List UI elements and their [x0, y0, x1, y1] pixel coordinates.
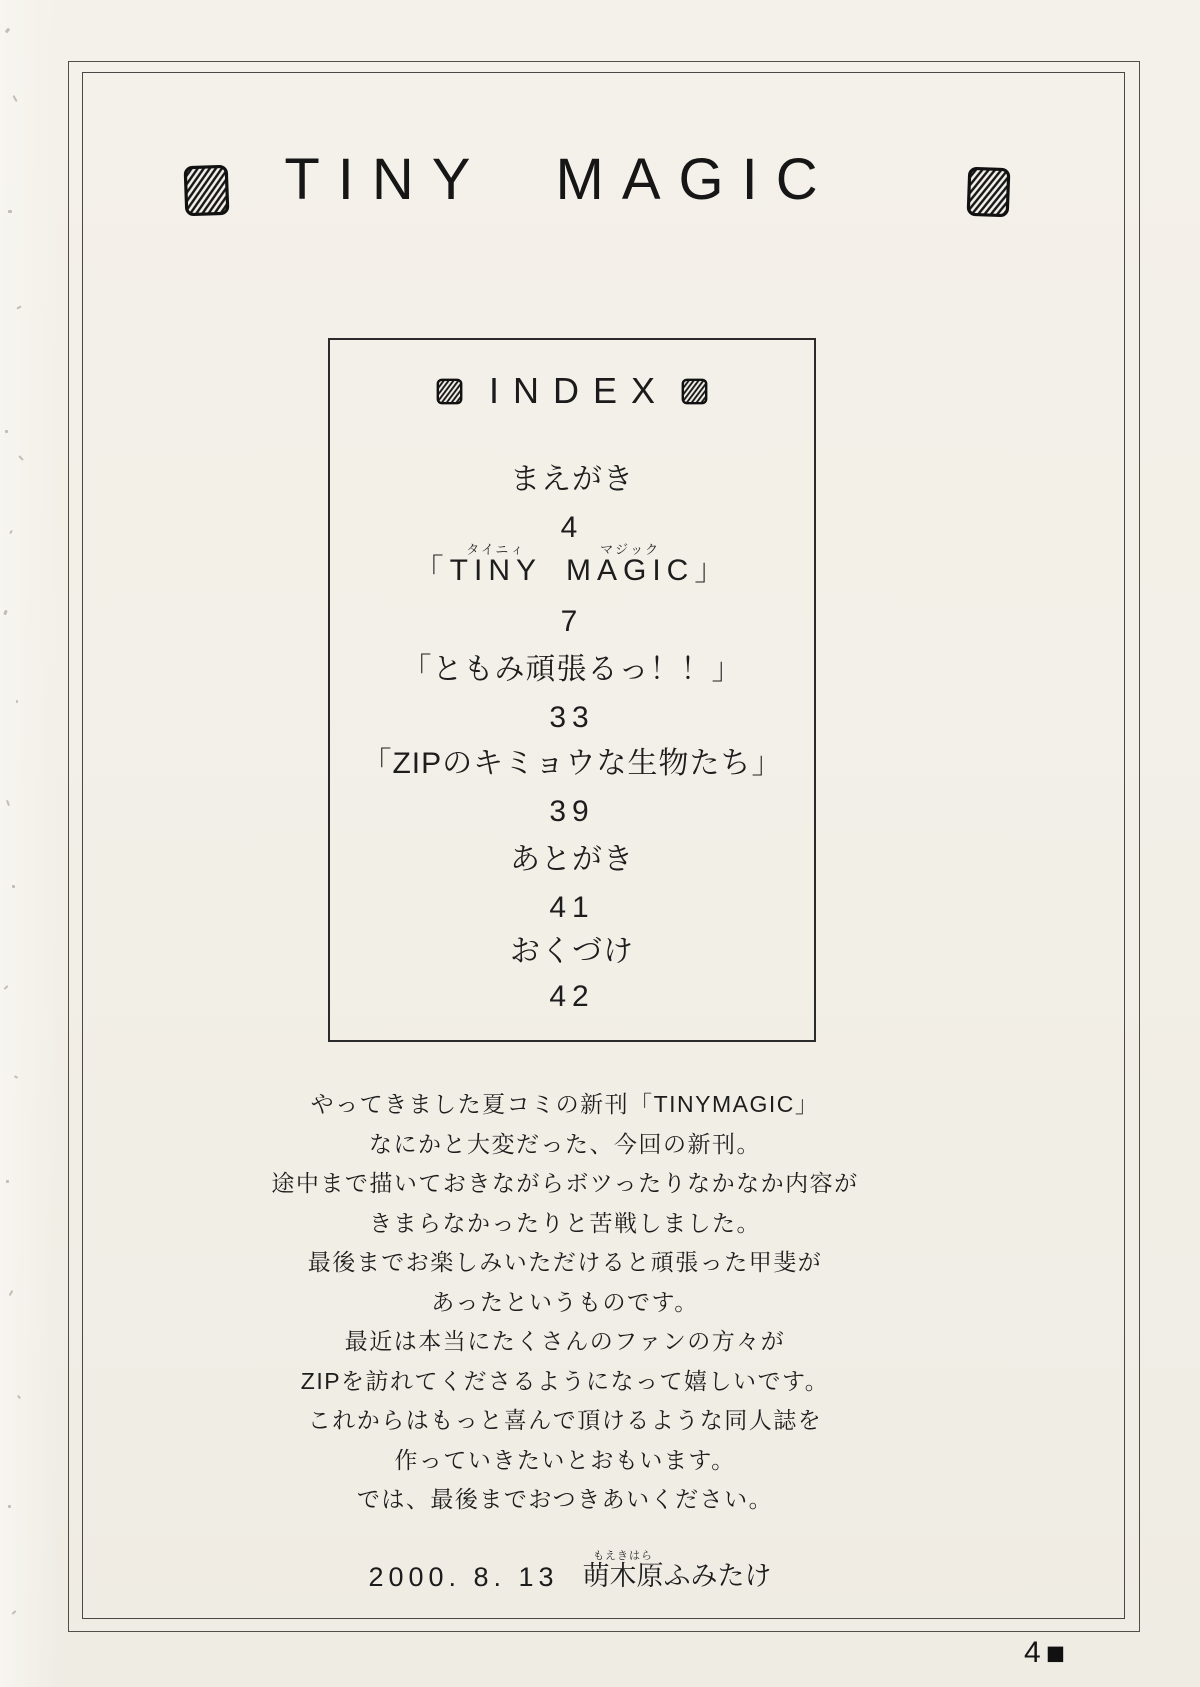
scan-speck — [16, 700, 18, 703]
page-corner-marker: ■ — [1045, 1635, 1066, 1671]
author-surname: 萌木原もえきはら — [582, 1550, 664, 1591]
author-given-name: ふみたけ — [663, 1561, 772, 1591]
index-entry-title: あとがき — [510, 843, 634, 876]
hatched-square-icon — [965, 165, 1012, 219]
index-entry-page: 41 — [549, 891, 595, 924]
publication-date: 2000. 8. 13 — [368, 1562, 559, 1592]
hatched-square-icon — [436, 378, 463, 405]
index-entry-page: 33 — [549, 701, 595, 734]
index-entry-page: 4 — [560, 511, 584, 544]
hatched-square-icon — [182, 163, 231, 218]
index-box — [328, 338, 816, 1042]
index-entry-page: 7 — [560, 605, 584, 638]
scan-edge-highlight — [0, 0, 58, 1687]
scan-speck — [6, 1180, 9, 1183]
afterword-line: なにかと大変だった、今回の新刊。 — [369, 1130, 761, 1157]
index-entry-title: 「ともみ頑張るっ！！」 — [401, 653, 743, 686]
page-title: TINY MAGIC — [284, 147, 836, 212]
afterword-line: 最近は本当にたくさんのファンの方々が — [344, 1328, 786, 1354]
index-entry-title: 「ZIPのキミョウな生物たち」 — [361, 747, 783, 780]
author-name — [583, 1550, 772, 1593]
scan-speck — [8, 1505, 11, 1508]
afterword-line: ZIPを訪れてくださるようになって嬉しいです。 — [300, 1367, 830, 1394]
index-entry-word: MAGICマジック — [566, 542, 695, 587]
index-header — [330, 370, 814, 412]
index-entry-title: おくづけ — [510, 935, 634, 968]
afterword-line: やってきました夏コミの新刊「TINYMAGIC」 — [310, 1091, 820, 1117]
index-entry-title — [330, 542, 814, 591]
bracket-open: 「 — [413, 554, 450, 587]
afterword-line: あったというものです。 — [431, 1288, 699, 1315]
afterword-paragraph — [150, 1085, 980, 1520]
afterword-line: きまらなかったりと苦戦しました。 — [369, 1209, 761, 1236]
afterword-line: 作っていきたいとおもいます。 — [394, 1446, 736, 1473]
afterword-line: 最後までお楽しみいただけると頑張った甲斐が — [307, 1249, 823, 1275]
index-entry-page: 42 — [549, 980, 595, 1013]
afterword-line: これからはもっと喜んで頂けるような同人誌を — [307, 1407, 823, 1433]
index-entry-page: 39 — [549, 795, 595, 828]
page-number-text: 4 — [1024, 1636, 1041, 1669]
index-title: INDEX — [488, 370, 670, 411]
scan-speck — [5, 430, 8, 433]
afterword-line: では、最後までおつきあいください。 — [356, 1486, 774, 1512]
index-entry-title: まえがき — [510, 463, 634, 496]
index-entry-word: TINYタイニィ — [449, 542, 542, 587]
page-number — [1024, 1636, 1065, 1670]
colophon — [330, 1550, 810, 1593]
bracket-close: 」 — [694, 554, 731, 587]
hatched-square-icon — [681, 378, 708, 405]
scan-speck — [12, 885, 15, 888]
scan-speck — [8, 210, 12, 213]
afterword-line: 途中まで描いておきながらボツったりなかなか内容が — [271, 1170, 859, 1196]
